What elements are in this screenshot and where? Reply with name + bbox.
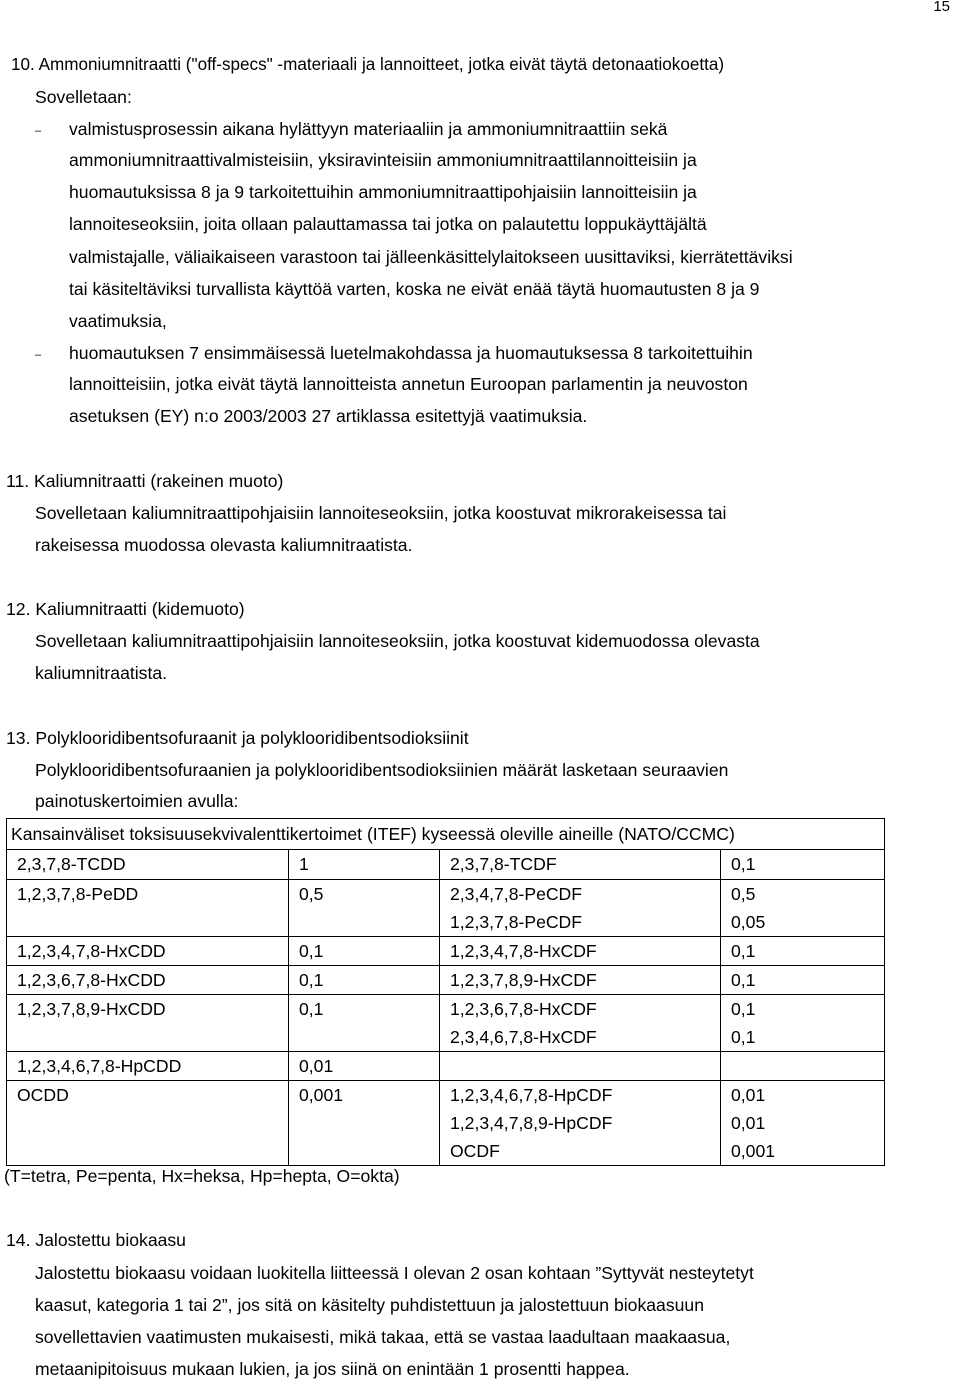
section-13-body-line: painotuskertoimien avulla: [35, 791, 239, 811]
dioxin-factor-cell [289, 995, 440, 1052]
furan-factor-cell: 0,1 [721, 850, 885, 880]
furan-factor-cell [721, 966, 885, 995]
dioxin-cell [7, 995, 289, 1052]
itef-table-header: Kansainväliset toksisuusekvivalenttikertoimet (ITEF) kyseessä oleville aineille (NATO/CCMC) [7, 819, 885, 850]
dioxin-factor: 0,1 [299, 970, 324, 990]
dioxin-factor: 0,5 [299, 884, 324, 904]
section-14-body-line: sovellettavien vaatimusten mukaisesti, mikä takaa, että se vastaa laadultaan maakaasua, [35, 1327, 731, 1347]
bullet-1-line: lannoiteseoksiin, joita ollaan palauttamassa tai jotka on palautettu loppukäyttäjältä [69, 214, 707, 234]
furan-name: 1,2,3,4,7,8,9-HpCDF [450, 1113, 613, 1133]
dioxin-factor: 0,1 [299, 941, 324, 961]
dioxin-cell [7, 1081, 289, 1166]
dioxin-name: 1,2,3,4,7,8-HxCDD [17, 941, 166, 961]
bullet-marker: – [35, 125, 42, 137]
dioxin-factor-cell [289, 937, 440, 966]
furan-cell [440, 1081, 721, 1166]
furan-name: 1,2,3,6,7,8-HxCDF [450, 999, 597, 1019]
table-row [7, 880, 885, 937]
section-13-heading: 13. Polyklooridibentsofuraanit ja polyklooridibentsodioksiinit [6, 728, 469, 748]
furan-cell: 2,3,7,8-TCDF [440, 850, 721, 880]
furan-factor: 0,01 [731, 1085, 766, 1105]
furan-factor-cell [721, 937, 885, 966]
furan-factor: 0,5 [731, 884, 756, 904]
furan-factor: 0,1 [731, 1027, 756, 1047]
table-row [7, 937, 885, 966]
dioxin-cell [7, 937, 289, 966]
dioxin-cell [7, 1052, 289, 1081]
furan-factor: 0,01 [731, 1113, 766, 1133]
section-14-body-line: kaasut, kategoria 1 tai 2”, jos sitä on käsitelty puhdistettuun ja jalostettuun biokaasuun [35, 1295, 704, 1315]
furan-cell [440, 937, 721, 966]
section-11-body-line: Sovelletaan kaliumnitraattipohjaisiin lannoiteseoksiin, jotka koostuvat mikrorakeisessa tai [35, 503, 727, 523]
bullet-2-line: lannoitteisiin, jotka eivät täytä lannoitteista annetun Euroopan parlamentin ja neuvoston [69, 374, 748, 394]
furan-factor-cell [721, 880, 885, 937]
furan-name: 1,2,3,4,6,7,8-HpCDF [450, 1085, 613, 1105]
page-number: 15 [933, 0, 950, 15]
dioxin-factor-cell [289, 880, 440, 937]
furan-name: 1,2,3,7,8,9-HxCDF [450, 970, 597, 990]
dioxin-name: OCDD [17, 1085, 69, 1105]
dioxin-factor: 0,01 [299, 1056, 334, 1076]
dioxin-name: 1,2,3,4,6,7,8-HpCDD [17, 1056, 182, 1076]
section-12-body-line: kaliumnitraatista. [35, 663, 168, 683]
section-14-body-line: metaanipitoisuus mukaan lukien, ja jos siinä on enintään 1 prosentti happea. [35, 1359, 630, 1379]
furan-factor: 0,1 [731, 970, 756, 990]
itef-table [6, 818, 885, 1166]
section-11-body-line: rakeisessa muodossa olevasta kaliumnitraatista. [35, 535, 413, 555]
furan-name: 2,3,4,6,7,8-HxCDF [450, 1027, 597, 1047]
section-14-body-line: Jalostettu biokaasu voidaan luokitella liitteessä I olevan 2 osan kohtaan ”Syttyvät nesteytetyt [35, 1263, 754, 1283]
furan-cell [440, 995, 721, 1052]
table-row [7, 966, 885, 995]
bullet-2-line: asetuksen (EY) n:o 2003/2003 27 artiklassa esitettyjä vaatimuksia. [69, 406, 588, 426]
dioxin-cell: 2,3,7,8-TCDD [7, 850, 289, 880]
dioxin-factor-cell: 1 [289, 850, 440, 880]
dioxin-cell [7, 880, 289, 937]
furan-name: 1,2,3,7,8-PeCDF [450, 912, 583, 932]
bullet-2-line: huomautuksen 7 ensimmäisessä luetelmakohdassa ja huomautuksessa 8 tarkoitettuihin [69, 343, 753, 363]
dioxin-name: 1,2,3,7,8-PeDD [17, 884, 139, 904]
section-10-intro: Sovelletaan: [35, 87, 132, 107]
bullet-1-line: vaatimuksia, [69, 311, 167, 331]
dioxin-cell [7, 966, 289, 995]
dioxin-factor: 0,001 [299, 1085, 344, 1105]
furan-factor: 0,05 [731, 912, 766, 932]
furan-factor-cell [721, 1052, 885, 1081]
bullet-1-line: ammoniumnitraattivalmisteisiin, yksiravinteisiin ammoniumnitraattilannoitteisiin ja [69, 150, 697, 170]
section-14-heading: 14. Jalostettu biokaasu [6, 1230, 186, 1250]
furan-name: 1,2,3,4,7,8-HxCDF [450, 941, 597, 961]
furan-factor: 0,1 [731, 941, 756, 961]
furan-factor-cell [721, 995, 885, 1052]
furan-factor: 0,001 [731, 1141, 776, 1161]
dioxin-factor-cell [289, 966, 440, 995]
table-footnote: (T=tetra, Pe=penta, Hx=heksa, Hp=hepta, O=okta) [4, 1166, 400, 1186]
bullet-1-line: tai käsiteltäviksi turvallista käyttöä varten, koska ne eivät enää täytä huomautusten 8 ja 9 [69, 279, 760, 299]
furan-factor: 0,1 [731, 999, 756, 1019]
bullet-1-line: huomautuksissa 8 ja 9 tarkoitettuihin ammoniumnitraattipohjaisiin lannoitteisiin ja [69, 182, 697, 202]
section-12-heading: 12. Kaliumnitraatti (kidemuoto) [6, 599, 245, 619]
table-row [7, 1052, 885, 1081]
furan-cell [440, 1052, 721, 1081]
furan-name: OCDF [450, 1141, 500, 1161]
section-12-body-line: Sovelletaan kaliumnitraattipohjaisiin lannoiteseoksiin, jotka koostuvat kidemuodossa olevasta [35, 631, 760, 651]
dioxin-name: 1,2,3,6,7,8-HxCDD [17, 970, 166, 990]
table-row [7, 995, 885, 1052]
furan-factor-cell [721, 1081, 885, 1166]
bullet-marker: – [35, 349, 42, 361]
table-row [7, 1081, 885, 1166]
section-10-heading: 10. Ammoniumnitraatti ("off-specs" -materiaali ja lannoitteet, jotka eivät täytä detonaatiokoetta) [11, 55, 725, 74]
furan-name: 2,3,4,7,8-PeCDF [450, 884, 583, 904]
furan-cell [440, 880, 721, 937]
dioxin-factor: 0,1 [299, 999, 324, 1019]
bullet-1-line: valmistusprosessin aikana hylättyyn materiaaliin ja ammoniumnitraattiin sekä [69, 119, 668, 139]
dioxin-name: 1,2,3,7,8,9-HxCDD [17, 999, 166, 1019]
bullet-1-line: valmistajalle, väliaikaiseen varastoon tai jälleenkäsittelylaitokseen uusittaviksi, kierrätettäviksi [69, 247, 793, 267]
section-13-body-line: Polyklooridibentsofuraanien ja polyklooridibentsodioksiinien määrät lasketaan seuraavien [35, 760, 729, 780]
table-row [7, 850, 885, 880]
dioxin-factor-cell [289, 1081, 440, 1166]
furan-cell [440, 966, 721, 995]
section-11-heading: 11. Kaliumnitraatti (rakeinen muoto) [6, 471, 284, 491]
dioxin-factor-cell [289, 1052, 440, 1081]
